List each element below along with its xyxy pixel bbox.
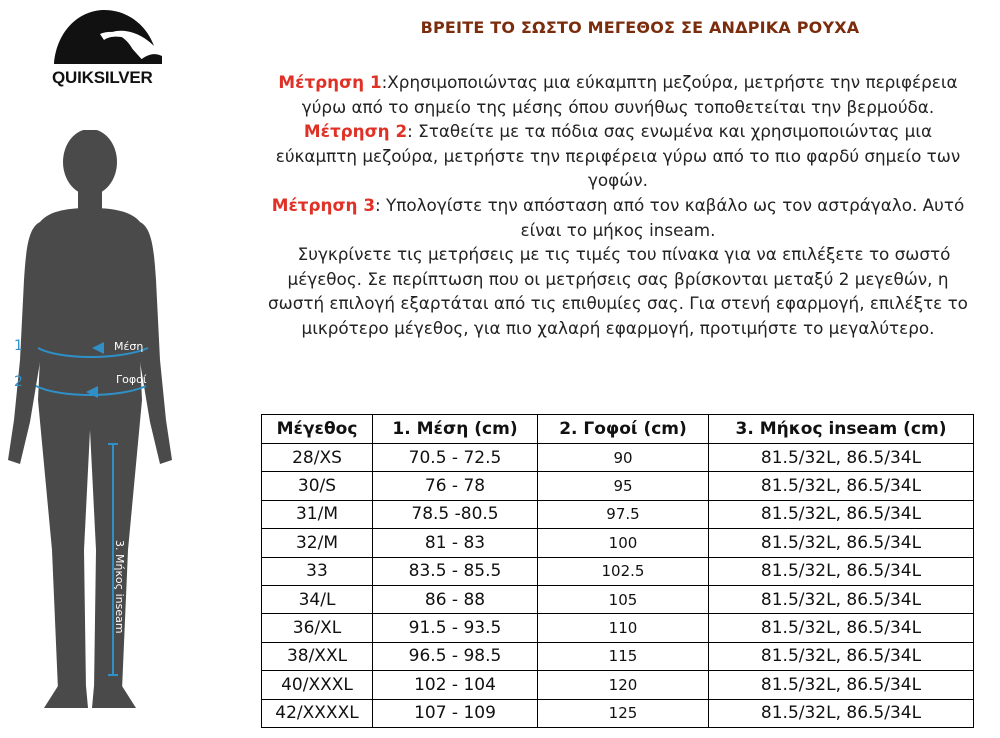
measure-number-1: 1 [14,338,23,354]
cell-size: 28/XS [262,444,373,472]
cell-hips: 100 [538,529,709,557]
measurement-2-label: Μέτρηση 2 [303,121,408,142]
header-waist: 1. Μέση (cm) [373,415,538,444]
measurement-3-label: Μέτρηση 3 [271,194,376,215]
cell-hips: 120 [538,671,709,699]
body-silhouette [0,130,250,730]
table-row [262,642,974,670]
page-title: ΒΡΕΙΤΕ ΤΟ ΣΩΣΤΟ ΜΕΓΕΘΟΣ ΣΕ ΑΝΔΡΙΚΑ ΡΟΥΧΑ [420,18,860,37]
cell-waist: 81 - 83 [373,529,538,557]
table-row [262,472,974,500]
table-row [262,699,974,727]
measurement-3-text: : Υπολογίστε την απόσταση από τον καβάλο ως τον αστράγαλο. Αυτό είναι το μήκος inseam. [375,194,965,240]
cell-inseam: 81.5/32L, 86.5/34L [709,585,974,613]
cell-waist: 83.5 - 85.5 [373,557,538,585]
cell-waist: 102 - 104 [373,671,538,699]
cell-size: 31/M [262,500,373,528]
measurement-1-label: Μέτρηση 1 [278,72,382,92]
cell-size: 30/S [262,472,373,500]
cell-waist: 86 - 88 [373,585,538,613]
logo-wordmark: QUIKSILVER [52,68,153,87]
cell-hips: 97.5 [538,500,709,528]
cell-hips: 105 [538,585,709,613]
cell-waist: 78.5 -80.5 [373,500,538,528]
cell-size: 42/XXXXL [262,699,373,727]
cell-waist: 107 - 109 [373,699,538,727]
table-row [262,671,974,699]
inseam-label: 3. Μήκος inseam [113,540,126,634]
table-row [262,585,974,613]
cell-hips: 102.5 [538,557,709,585]
header-hips: 2. Γοφοί (cm) [538,415,709,444]
cell-hips: 90 [538,444,709,472]
cell-waist: 70.5 - 72.5 [373,444,538,472]
waist-label: Μέση [114,340,144,353]
cell-waist: 91.5 - 93.5 [373,614,538,642]
silhouette-shape [8,130,172,708]
cell-hips: 125 [538,699,709,727]
cell-hips: 115 [538,642,709,670]
table-row [262,500,974,528]
cell-size: 33 [262,557,373,585]
size-chart-table [261,414,974,728]
header-size: Μέγεθος [262,415,373,444]
cell-inseam: 81.5/32L, 86.5/34L [709,614,974,642]
cell-inseam: 81.5/32L, 86.5/34L [709,472,974,500]
cell-waist: 76 - 78 [373,472,538,500]
instructions-block [262,70,974,385]
cell-size: 32/M [262,529,373,557]
header-inseam: 3. Μήκος inseam (cm) [709,415,974,444]
table-header-row [262,415,974,444]
cell-size: 34/L [262,585,373,613]
cell-size: 40/XXXL [262,671,373,699]
measurement-2-text: : Σταθείτε με τα πόδια σας ενωμένα και χρησιμοποιώντας μια εύκαμπτη μεζούρα, μετρήστε την περιφέρεια γύρω από το πιο φαρδύ σημείο των γοφών. [275,121,961,191]
table-row [262,557,974,585]
cell-inseam: 81.5/32L, 86.5/34L [709,444,974,472]
cell-size: 36/XL [262,614,373,642]
cell-inseam: 81.5/32L, 86.5/34L [709,500,974,528]
table-row [262,614,974,642]
cell-inseam: 81.5/32L, 86.5/34L [709,699,974,727]
cell-size: 38/XXL [262,642,373,670]
cell-hips: 95 [538,472,709,500]
measurement-1-text: :Χρησιμοποιώντας μια εύκαμπτη μεζούρα, μετρήστε την περιφέρεια γύρω από το σημείο της μέσης όπου συνήθως τοποθετείται την βερμούδα. [301,72,958,117]
measurement-1-paragraph [262,70,974,119]
cell-inseam: 81.5/32L, 86.5/34L [709,529,974,557]
table-row [262,444,974,472]
cell-inseam: 81.5/32L, 86.5/34L [709,557,974,585]
measure-number-2: 2 [14,374,23,390]
hips-label: Γοφοί [116,373,147,386]
measurement-2-paragraph [262,119,974,193]
measurement-3-paragraph [262,193,974,242]
cell-inseam: 81.5/32L, 86.5/34L [709,671,974,699]
cell-hips: 110 [538,614,709,642]
compare-paragraph: Συγκρίνετε τις μετρήσεις με τις τιμές του πίνακα για να επιλέξετε το σωστό μέγεθος. Σε περίπτωση που οι μετρήσεις σας βρίσκονται μεταξύ 2 μεγεθών, η σωστή επιλογή εξαρτάται από τις επιθυμίες σας. Για στενή εφαρμογή, επιλέξτε το μικρότερο μέγεθος, για πιο χαλαρή εφαρμογή, προτιμήστε το μεγαλύτερο. [268,244,968,338]
table-row [262,529,974,557]
cell-inseam: 81.5/32L, 86.5/34L [709,642,974,670]
cell-waist: 96.5 - 98.5 [373,642,538,670]
